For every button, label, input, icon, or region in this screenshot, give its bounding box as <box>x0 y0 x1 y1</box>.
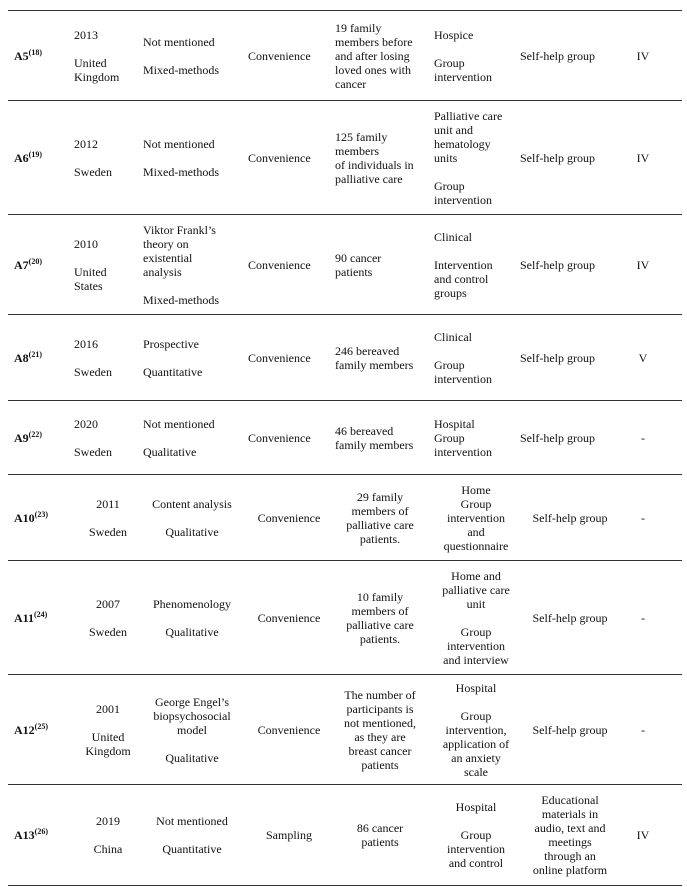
participants-line: 46 bereaved <box>335 424 394 438</box>
participants-line: cancer <box>335 77 367 91</box>
intervention-type-line: materials in <box>541 807 599 821</box>
year-country-cell <box>74 401 142 475</box>
participants-line: family members <box>335 438 414 452</box>
study-id <box>14 511 68 525</box>
participants-line: 90 cancer <box>335 251 382 265</box>
line-gap <box>143 737 241 751</box>
participants-line: not mentioned, <box>344 716 416 730</box>
year: 2013 <box>74 28 98 42</box>
theory-line: existential <box>143 251 193 265</box>
reference-number: (25) <box>34 722 48 731</box>
theory-line: model <box>177 723 207 737</box>
evidence-level: - <box>641 431 645 445</box>
intervention-line: Group <box>460 709 492 723</box>
study-code: A6 <box>14 151 29 165</box>
sampling-cell <box>248 561 330 675</box>
country-line: United <box>91 730 125 744</box>
intervention-type-line: Self-help group <box>532 723 608 737</box>
line-gap <box>74 431 142 445</box>
participants-line: 29 family <box>356 490 404 504</box>
study-code: A11 <box>14 611 35 625</box>
study-code: A13 <box>14 828 35 842</box>
method: Qualitative <box>143 445 197 459</box>
table-row <box>8 314 682 401</box>
intervention-type-line: Self-help group <box>520 49 595 63</box>
method: Mixed-methods <box>143 63 219 77</box>
sampling-cell <box>248 11 330 101</box>
theory-line: Not mentioned <box>143 35 215 49</box>
study-id-cell <box>8 675 68 785</box>
participants-line: The number of <box>344 688 416 702</box>
theory-method-cell <box>143 561 241 675</box>
year-country-cell <box>74 11 142 101</box>
study-id <box>14 723 68 737</box>
setting-line: Clinical <box>434 330 472 344</box>
theory-line: Not mentioned <box>143 137 215 151</box>
theory-line: Viktor Frankl’s <box>143 223 216 237</box>
intervention-type-line: Self-help group <box>532 511 608 525</box>
intervention-line: intervention <box>447 842 505 856</box>
participants-cell <box>335 11 425 101</box>
line-gap <box>74 511 142 525</box>
intervention-line: and interview <box>443 653 509 667</box>
year: 2011 <box>96 497 120 511</box>
sampling-cell <box>248 315 330 401</box>
theory-line: George Engel’s <box>154 695 230 709</box>
line-gap <box>74 42 142 56</box>
theory-line: Not mentioned <box>143 417 215 431</box>
theory-line: theory on <box>143 237 189 251</box>
setting-line: Palliative care <box>434 109 503 123</box>
reference-number: (19) <box>28 150 42 159</box>
evidence-level: IV <box>636 151 650 165</box>
study-id-cell <box>8 401 68 475</box>
intervention-line: Intervention <box>434 258 493 272</box>
theory-method-cell <box>143 315 241 401</box>
table-row <box>8 400 682 475</box>
participants-line: loved ones with <box>335 63 411 77</box>
sampling-cell <box>248 215 330 315</box>
study-table <box>8 10 682 884</box>
setting-line: Hospital <box>434 417 475 431</box>
participants-cell <box>335 561 425 675</box>
method: Quantitative <box>143 365 203 379</box>
country-line: Kingdom <box>85 744 131 758</box>
setting-line: palliative care <box>442 583 510 597</box>
study-code: A7 <box>14 258 29 272</box>
setting-line: units <box>434 151 458 165</box>
reference-number: (22) <box>28 430 42 439</box>
intervention-line: questionnaire <box>443 539 509 553</box>
line-gap <box>143 351 241 365</box>
country-line: Sweden <box>89 525 127 539</box>
theory-line: Phenomenology <box>153 597 231 611</box>
intervention-line: an anxiety <box>451 751 501 765</box>
intervention-line: Group <box>460 625 492 639</box>
setting-line: Hospice <box>434 28 474 42</box>
setting-line: Clinical <box>434 230 472 244</box>
setting-line: hematology <box>434 137 491 151</box>
sampling: Convenience <box>257 611 321 625</box>
line-gap <box>74 351 142 365</box>
evidence-level-cell <box>620 785 680 885</box>
year: 2012 <box>74 137 98 151</box>
intervention-line: Group <box>434 358 465 372</box>
theory-method-cell <box>143 101 241 215</box>
year-country-cell <box>74 215 142 315</box>
method: Qualitative <box>165 625 219 639</box>
setting-intervention-cell <box>434 785 518 885</box>
setting-line: unit and <box>434 123 473 137</box>
setting-line: Hospital <box>455 681 497 695</box>
participants-line: family members <box>335 358 414 372</box>
participants-cell <box>335 475 425 561</box>
participants-line: as they are <box>354 730 406 744</box>
intervention-type-cell <box>520 785 620 885</box>
year-country-cell <box>74 475 142 561</box>
setting-intervention-cell <box>434 11 518 101</box>
participants-line: patients. <box>359 632 401 646</box>
evidence-level: IV <box>636 258 650 272</box>
line-gap <box>74 151 142 165</box>
participants-line: patients <box>361 835 399 849</box>
setting-line: unit <box>466 597 486 611</box>
table-row <box>8 560 682 675</box>
participants-cell <box>335 101 425 215</box>
intervention-type-cell <box>520 215 620 315</box>
sampling: Convenience <box>257 511 321 525</box>
sampling-cell <box>248 401 330 475</box>
participants-line: 86 cancer <box>356 821 404 835</box>
sampling: Sampling <box>265 828 312 842</box>
line-gap <box>143 431 241 445</box>
year: 2016 <box>74 337 98 351</box>
line-gap <box>74 828 142 842</box>
study-id-cell <box>8 315 68 401</box>
sampling: Convenience <box>257 723 321 737</box>
intervention-type-line: Self-help group <box>532 611 608 625</box>
participants-line: of individuals in <box>335 158 414 172</box>
setting-intervention-cell <box>434 675 518 785</box>
evidence-level: V <box>638 351 648 365</box>
intervention-line: Group <box>434 179 465 193</box>
evidence-level: - <box>641 611 645 625</box>
year: 2020 <box>74 417 98 431</box>
theory-method-cell <box>143 11 241 101</box>
participants-line: 125 family <box>335 130 388 144</box>
study-code: A8 <box>14 351 29 365</box>
intervention-line: intervention <box>447 511 505 525</box>
line-gap <box>434 42 518 56</box>
evidence-level-cell <box>620 101 680 215</box>
country-line: Sweden <box>74 445 112 459</box>
line-gap <box>434 814 518 828</box>
country-line: Sweden <box>74 365 112 379</box>
theory-line: biopsychosocial <box>153 709 231 723</box>
intervention-line: and control <box>434 272 489 286</box>
method: Mixed-methods <box>143 165 219 179</box>
evidence-level-cell <box>620 215 680 315</box>
intervention-line: application of <box>442 737 510 751</box>
intervention-type-line: through an <box>544 849 596 863</box>
line-gap <box>143 279 241 293</box>
study-code: A12 <box>14 723 35 737</box>
evidence-level-cell <box>620 11 680 101</box>
year-country-cell <box>74 675 142 785</box>
intervention-line: intervention <box>434 70 492 84</box>
study-id <box>14 828 68 842</box>
line-gap <box>143 828 241 842</box>
reference-number: (24) <box>34 610 48 619</box>
study-id <box>14 151 68 165</box>
participants-line: members before <box>335 35 413 49</box>
intervention-type-line: meetings <box>548 835 592 849</box>
sampling: Convenience <box>248 49 311 63</box>
participants-line: 10 family <box>356 590 404 604</box>
reference-number: (26) <box>34 827 48 836</box>
year: 2019 <box>96 814 120 828</box>
country-line: United <box>74 265 107 279</box>
participants-line: patients <box>335 265 373 279</box>
theory-line: Content analysis <box>152 497 232 511</box>
sampling-cell <box>248 475 330 561</box>
participants-line: breast cancer <box>348 744 412 758</box>
intervention-line: intervention <box>434 193 492 207</box>
sampling-cell <box>248 675 330 785</box>
setting-intervention-cell <box>434 561 518 675</box>
setting-intervention-cell <box>434 475 518 561</box>
intervention-type-cell <box>520 11 620 101</box>
evidence-level-cell <box>620 561 680 675</box>
setting-intervention-cell <box>434 315 518 401</box>
line-gap <box>434 344 518 358</box>
reference-number: (18) <box>28 48 42 57</box>
intervention-line: Group <box>434 56 465 70</box>
evidence-level: - <box>641 723 645 737</box>
study-id <box>14 258 68 272</box>
line-gap <box>74 611 142 625</box>
setting-line: Home <box>461 483 491 497</box>
intervention-type-cell <box>520 475 620 561</box>
year: 2007 <box>96 597 120 611</box>
year-country-cell <box>74 315 142 401</box>
country-line: Sweden <box>89 625 127 639</box>
year: 2001 <box>96 702 120 716</box>
line-gap <box>143 49 241 63</box>
line-gap <box>434 695 518 709</box>
intervention-type-line: Self-help group <box>520 258 595 272</box>
reference-number: (21) <box>28 350 42 359</box>
line-gap <box>434 165 518 179</box>
theory-line: Prospective <box>143 337 199 351</box>
evidence-level-cell <box>620 675 680 785</box>
participants-line: participants is <box>346 702 414 716</box>
theory-line: Not mentioned <box>156 814 228 828</box>
study-id-cell <box>8 785 68 885</box>
participants-cell <box>335 785 425 885</box>
sampling-cell <box>248 101 330 215</box>
study-id <box>14 49 68 63</box>
line-gap <box>74 251 142 265</box>
intervention-type-line: Self-help group <box>520 431 595 445</box>
setting-line: Home and <box>451 569 501 583</box>
sampling: Convenience <box>248 151 311 165</box>
sampling: Convenience <box>248 351 311 365</box>
sampling: Convenience <box>248 258 311 272</box>
line-gap <box>143 611 241 625</box>
intervention-line: intervention <box>434 372 492 386</box>
participants-line: and after losing <box>335 49 410 63</box>
year-country-cell <box>74 101 142 215</box>
method: Qualitative <box>165 525 219 539</box>
study-id-cell <box>8 11 68 101</box>
participants-line: members of <box>351 604 409 618</box>
evidence-level: IV <box>636 49 650 63</box>
line-gap <box>143 511 241 525</box>
setting-intervention-cell <box>434 401 518 475</box>
intervention-type-cell <box>520 315 620 401</box>
theory-method-cell <box>143 675 241 785</box>
participants-line: palliative care <box>335 172 403 186</box>
study-code: A9 <box>14 431 29 445</box>
intervention-line: Group <box>434 431 465 445</box>
study-id-cell <box>8 215 68 315</box>
intervention-type-line: Educational <box>541 793 599 807</box>
intervention-type-line: online platform <box>532 863 608 877</box>
evidence-level: IV <box>636 828 650 842</box>
method: Mixed-methods <box>143 293 219 307</box>
method: Qualitative <box>165 751 219 765</box>
table-row <box>8 214 682 315</box>
table-row <box>8 100 682 215</box>
study-id-cell <box>8 475 68 561</box>
line-gap <box>143 151 241 165</box>
line-gap <box>434 611 518 625</box>
intervention-line: and control <box>448 856 504 870</box>
participants-cell <box>335 315 425 401</box>
participants-cell <box>335 215 425 315</box>
participants-line: patients <box>361 758 399 772</box>
participants-line: palliative care <box>346 618 414 632</box>
intervention-type-cell <box>520 561 620 675</box>
intervention-type-cell <box>520 101 620 215</box>
participants-cell <box>335 401 425 475</box>
evidence-level-cell <box>620 475 680 561</box>
participants-line: members of <box>351 504 409 518</box>
participants-cell <box>335 675 425 785</box>
intervention-type-line: Self-help group <box>520 151 595 165</box>
setting-intervention-cell <box>434 215 518 315</box>
country-line: United <box>74 56 107 70</box>
theory-method-cell <box>143 785 241 885</box>
study-code: A10 <box>14 511 35 525</box>
study-id <box>14 611 68 625</box>
country-line: China <box>93 842 123 856</box>
intervention-type-line: audio, text and <box>534 821 606 835</box>
intervention-type-line: Self-help group <box>520 351 595 365</box>
intervention-type-cell <box>520 401 620 475</box>
intervention-line: intervention <box>434 445 492 459</box>
participants-line: patients. <box>359 532 401 546</box>
country-line: Kingdom <box>74 70 120 84</box>
study-id-cell <box>8 101 68 215</box>
participants-line: palliative care <box>346 518 414 532</box>
intervention-line: Group <box>460 828 492 842</box>
table-row <box>8 674 682 785</box>
participants-line: members <box>335 144 379 158</box>
study-code: A5 <box>14 49 29 63</box>
evidence-level-cell <box>620 315 680 401</box>
country-line: States <box>74 279 103 293</box>
sampling: Convenience <box>248 431 311 445</box>
intervention-line: Group <box>460 497 492 511</box>
intervention-line: intervention <box>447 639 505 653</box>
table-row <box>8 474 682 561</box>
table-row <box>8 10 682 101</box>
participants-line: 246 bereaved <box>335 344 400 358</box>
reference-number: (23) <box>34 510 48 519</box>
evidence-level: - <box>641 511 645 525</box>
study-id <box>14 351 68 365</box>
intervention-line: groups <box>434 286 467 300</box>
year-country-cell <box>74 561 142 675</box>
evidence-level-cell <box>620 401 680 475</box>
intervention-line: scale <box>464 765 488 779</box>
year: 2010 <box>74 237 98 251</box>
method: Quantitative <box>162 842 222 856</box>
study-id-cell <box>8 561 68 675</box>
setting-line: Hospital <box>455 800 497 814</box>
reference-number: (20) <box>28 257 42 266</box>
intervention-line: intervention, <box>445 723 507 737</box>
theory-method-cell <box>143 215 241 315</box>
line-gap <box>74 716 142 730</box>
sampling-cell <box>248 785 330 885</box>
theory-method-cell <box>143 475 241 561</box>
line-gap <box>434 244 518 258</box>
intervention-line: and <box>467 525 485 539</box>
country-line: Sweden <box>74 165 112 179</box>
intervention-type-cell <box>520 675 620 785</box>
year-country-cell <box>74 785 142 885</box>
table-row <box>8 784 682 886</box>
setting-intervention-cell <box>434 101 518 215</box>
theory-method-cell <box>143 401 241 475</box>
participants-line: 19 family <box>335 21 382 35</box>
study-id <box>14 431 68 445</box>
theory-line: analysis <box>143 265 182 279</box>
